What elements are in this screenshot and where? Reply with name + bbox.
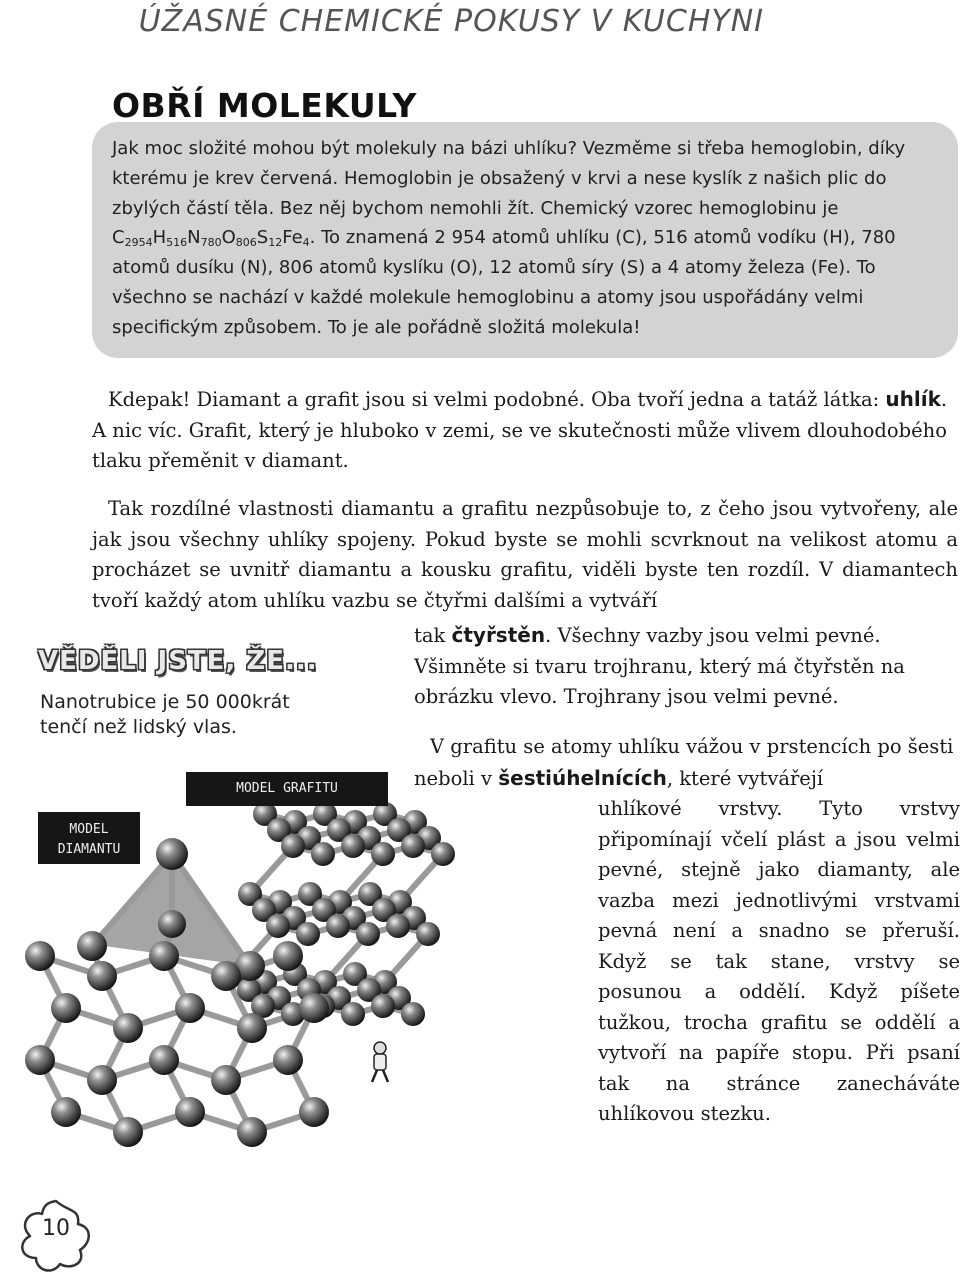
paragraph-kdepak: Kdepak! Diamant a grafit jsou si velmi podobné. Oba tvoří jedna a tatáž látka: uhlík. A nic víc. Grafit, který je hluboko v zemi, se ve skutečnosti může vlivem dlouhodobého tlaku přeměnit v diamant.: [92, 387, 948, 472]
carbon-atom: [356, 922, 380, 946]
carbon-atom: [211, 961, 241, 991]
carbon-atom: [296, 922, 320, 946]
carbon-atom: [341, 834, 365, 858]
paragraph-properties: Tak rozdílné vlastnosti diamantu a grafitu nezpůsobuje to, z čeho jsou vytvořeny, ale jak jsou všechny uhlíky spojeny. Pokud byste se mohli scvrknout na velikost atomu a procházet se uvnitř diamantu a kousku grafitu, viděli byste ten rozdíl. V diamantech tvoří každý atom uhlíku vazbu se čtyřmi dalšími a vytváří: [92, 497, 958, 612]
carbon-atom: [175, 993, 205, 1023]
fact-box-text: Nanotrubice je 50 000krát tenčí než lidský vlas.: [40, 691, 290, 738]
carbon-atom: [175, 1097, 205, 1127]
carbon-atom: [87, 961, 117, 991]
keyword-uhlik: uhlík: [885, 387, 941, 411]
carbon-atom: [299, 1097, 329, 1127]
carbon-atom: [149, 941, 179, 971]
intro-paragraph: [112, 134, 932, 343]
intro-text-b: . To znamená 2 954 atomů uhlíku (C), 516 atomů vodíku (H), 780 atomů dusíku (N), 806 atomů kyslíku (O), 12 atomů síry (S) a 4 atomy železa (Fe). To všechno se nachází v každé molekule hemoglobinu a atomy jsou uspořádány velmi specifickým způsobem. To je ale pořádně složitá molekula!: [112, 227, 896, 338]
carbon-atom: [386, 914, 410, 938]
carbon-atom: [113, 1013, 143, 1043]
formula: $C_{2954}H_{516}N_{780}O_{806}S_{12}Fe_4$: [112, 227, 310, 250]
carbon-atom: [87, 1065, 117, 1095]
carbon-atom: [371, 994, 395, 1018]
carbon-atom: [113, 1117, 143, 1147]
paragraph-tetrahedron: tak čtyřstěn. Všechny vazby jsou velmi pevné. Všimněte si tvaru trojhranu, který má čtyřstěn na obrázku vlevo. Trojhrany jsou velmi pevné.: [414, 623, 905, 708]
running-header: ÚŽASNÉ CHEMICKÉ POKUSY V KUCHYNI: [138, 4, 764, 39]
carbon-atom: [237, 1013, 267, 1043]
carbon-atom: [273, 1045, 303, 1075]
carbon-atom: [326, 914, 350, 938]
carbon-atom: [237, 1117, 267, 1147]
fact-box-heading: VĚDĚLI JSTE, ŽE...: [38, 646, 318, 676]
carbon-atom: [431, 842, 455, 866]
carbon-atom: [266, 914, 290, 938]
carbon-atom: [156, 838, 188, 870]
intro-text-a: Jak moc složité mohou být molekuly na bázi uhlíku? Vezměme si třeba hemoglobin, díky kterému je krev červená. Hemoglobin je obsažený v krvi a nese kyslík z našich plic do zbylých částí těla. Bez něj bychom nemohli žít. Chemický vzorec hemoglobinu je: [112, 138, 906, 219]
carbon-atom: [311, 842, 335, 866]
carbon-atom: [299, 993, 329, 1023]
section-title: OBŘÍ MOLEKULY: [112, 86, 417, 125]
carbon-atom: [273, 941, 303, 971]
keyword-ctyrsten: čtyřstěn: [451, 623, 546, 647]
carbon-atom: [211, 1065, 241, 1095]
carbon-atom: [416, 922, 440, 946]
paragraph-graphite: V grafitu se atomy uhlíku vážou v prstencích po šesti neboli v šestiúhelnících, které vytvářejí: [414, 735, 954, 790]
carbon-atom: [25, 941, 55, 971]
carbon-atom: [25, 1045, 55, 1075]
carbon-atom: [51, 1097, 81, 1127]
carbon-atom: [341, 1002, 365, 1026]
graphite-model-label: MODEL GRAFITU: [186, 772, 388, 806]
carbon-atom: [149, 1045, 179, 1075]
tiny-explorer-figure: [372, 1042, 388, 1082]
carbon-atom: [371, 842, 395, 866]
carbon-atom: [77, 931, 107, 961]
carbon-atom: [401, 834, 425, 858]
carbon-atom: [158, 910, 186, 938]
keyword-sestiuhelniky: šestiúhelnících: [498, 765, 667, 790]
diamond-model-label: MODEL DIAMANTU: [38, 812, 140, 864]
carbon-atom: [401, 1002, 425, 1026]
carbon-atom: [51, 993, 81, 1023]
carbon-atom: [281, 834, 305, 858]
paragraph-layers: uhlíkové vrstvy. Tyto vrstvy připomínají včelí plást a jsou velmi pevné, stejně jako diamanty, ale vazba mezi jednotlivými vrstvami pevná není a snadno se přeruší. Když se tak stane, vrstvy se posunou a oddělí. Když píšete tužkou, trocha grafitu se oddělí a vytvoří na papíře stopu. Při psaní tak na stránce zanecháváte uhlíkovou stezku.: [598, 797, 960, 1125]
page-number: 10: [42, 1216, 70, 1241]
